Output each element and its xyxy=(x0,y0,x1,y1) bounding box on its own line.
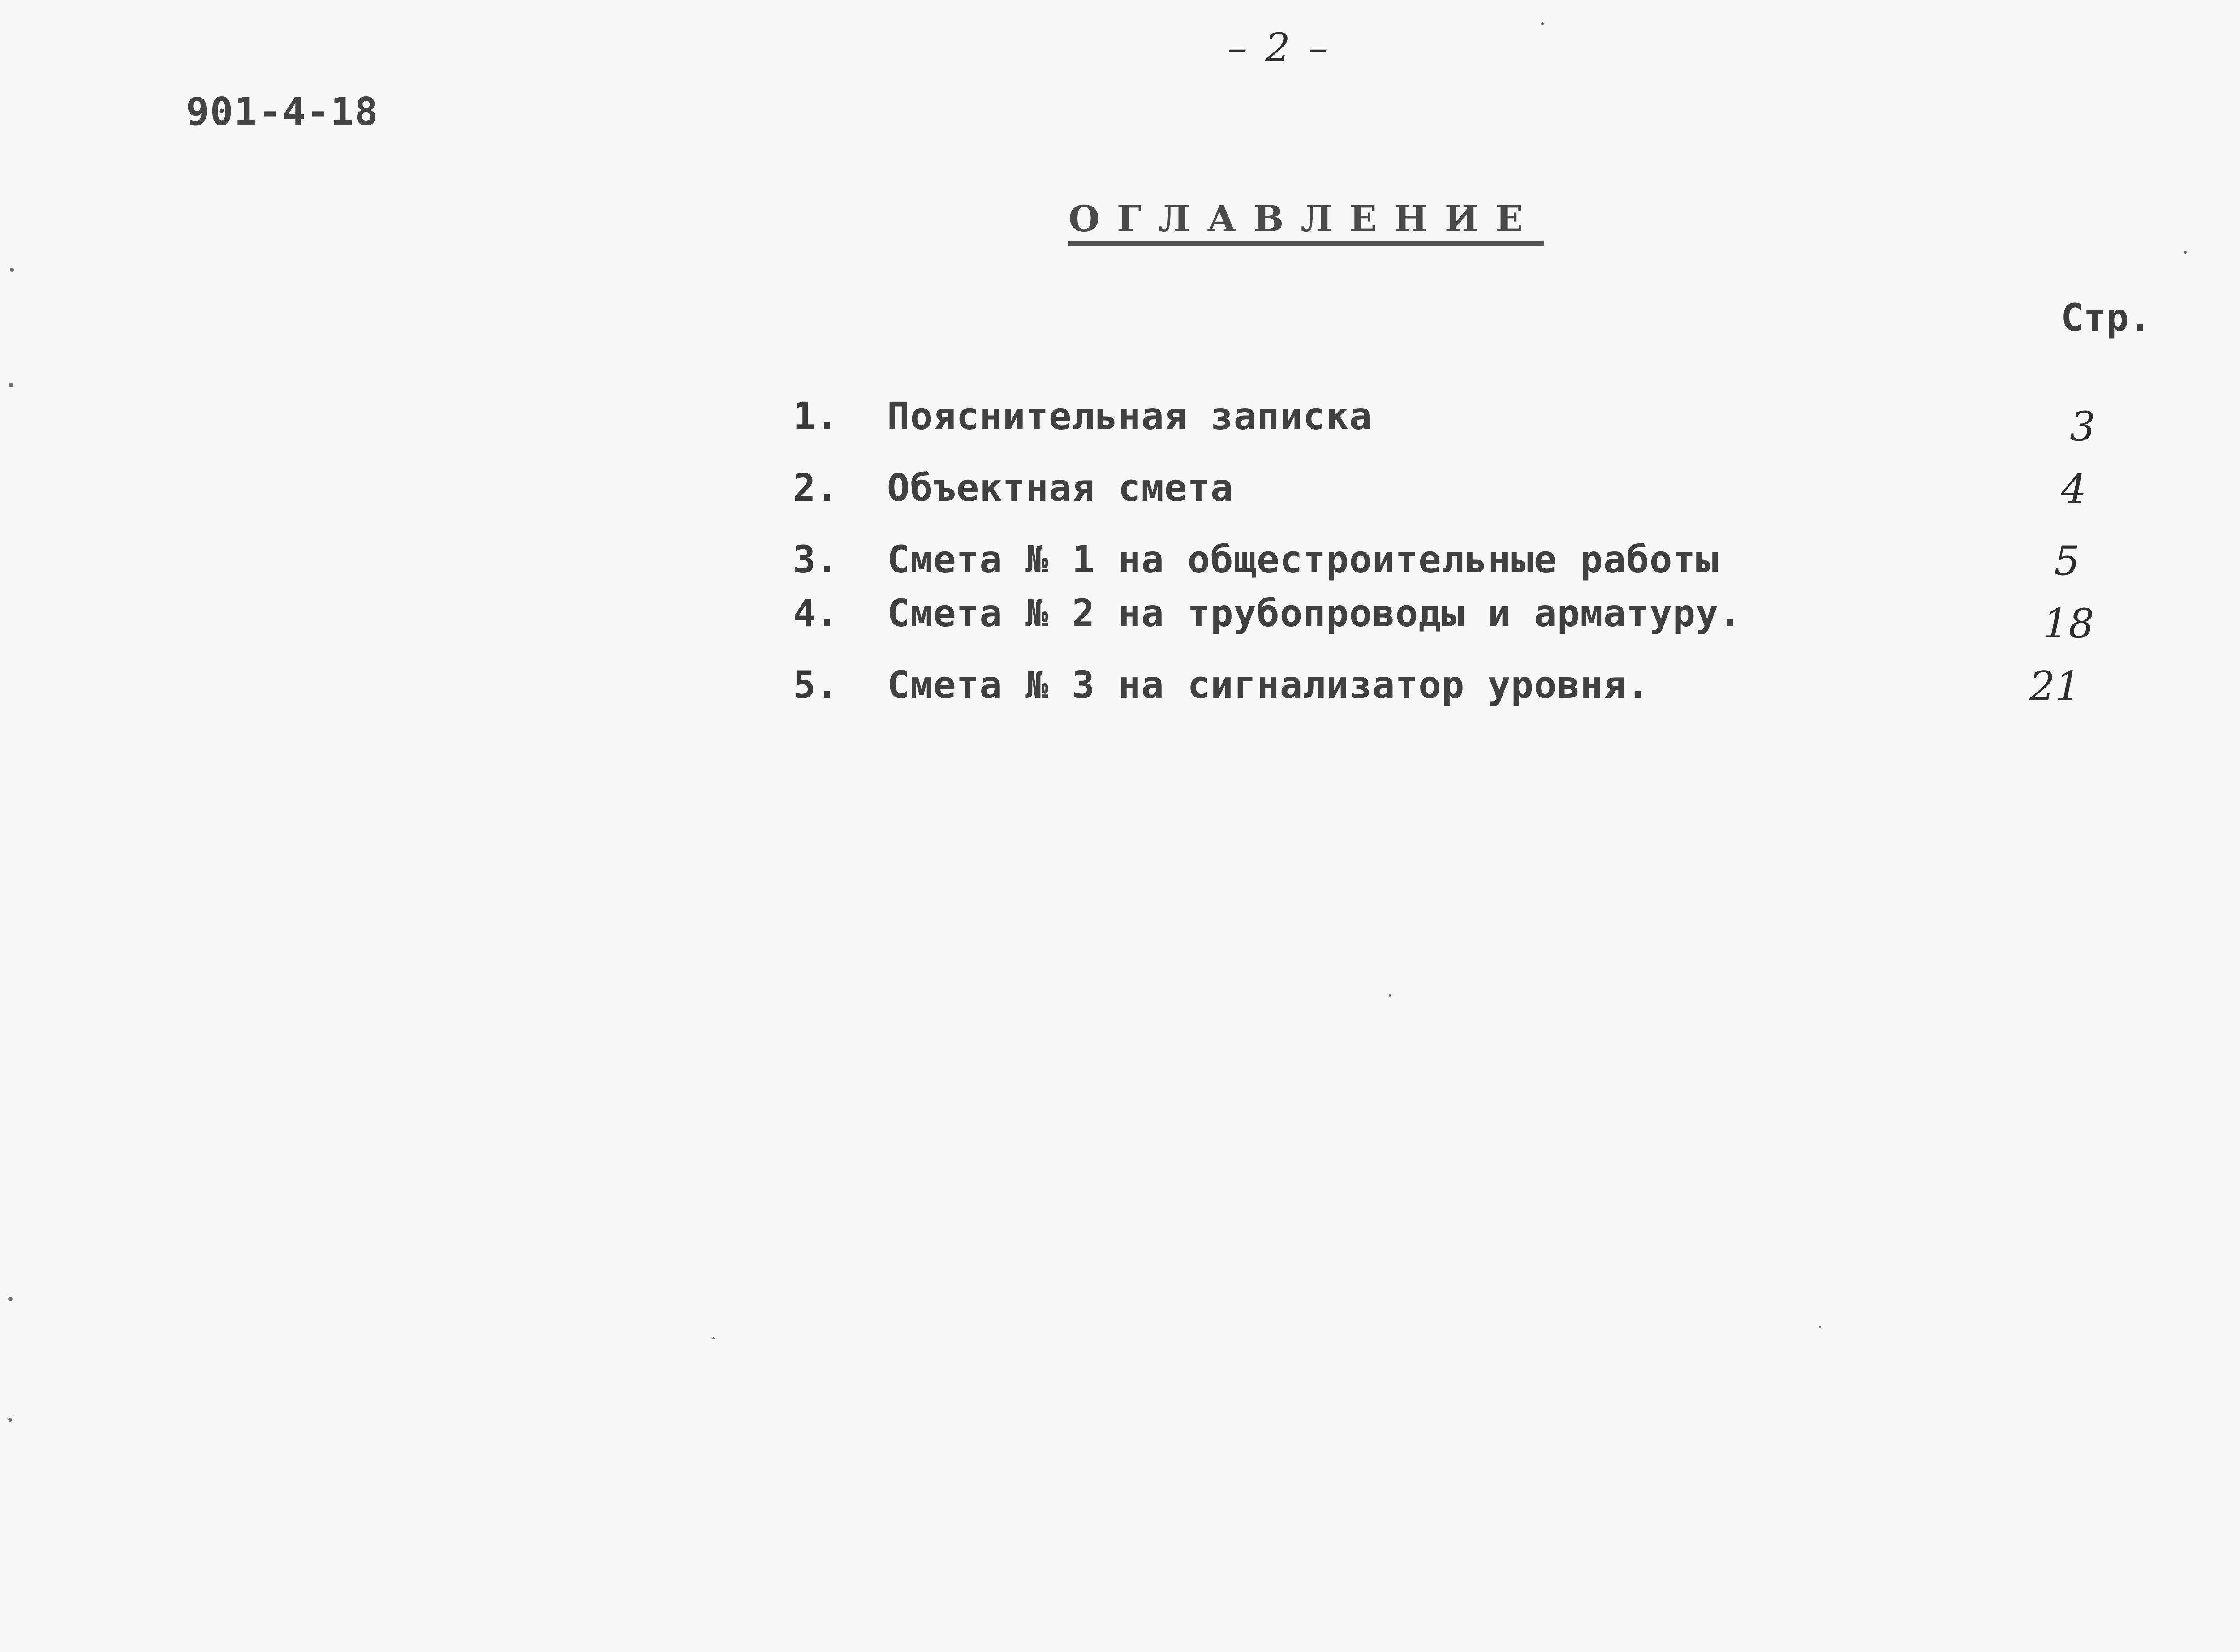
toc-item xyxy=(793,466,2092,515)
toc-item-number: 1. xyxy=(793,394,839,438)
page-column-label: Стр. xyxy=(2061,296,2152,340)
scan-speck xyxy=(2184,251,2187,254)
scan-speck xyxy=(1541,22,1544,25)
toc-item-page: 4 xyxy=(2061,466,2087,513)
toc-item-number: 5. xyxy=(793,663,839,707)
toc-item-page: 18 xyxy=(2043,600,2094,647)
toc-item xyxy=(793,394,2096,450)
document-code: 901-4-18 xyxy=(186,90,379,134)
toc-item-title: Объектная смета xyxy=(887,466,1234,510)
page-number: – 2 – xyxy=(1228,25,1331,71)
toc-item xyxy=(793,591,2094,647)
scan-speck xyxy=(712,1337,715,1339)
toc-item-number: 2. xyxy=(793,466,839,510)
scan-speck xyxy=(10,268,14,272)
toc-item-title: Смета № 3 на сигнализатор уровня. xyxy=(887,663,1650,707)
toc-item xyxy=(793,538,2092,587)
toc-item-title: Смета № 1 на общестроительные работы xyxy=(887,538,1719,581)
scan-speck xyxy=(1819,1326,1821,1328)
toc-title: ОГЛАВЛЕНИЕ xyxy=(1068,201,1544,246)
scan-speck xyxy=(8,1418,12,1422)
toc-item-page: 3 xyxy=(2070,403,2096,450)
toc-item-title: Смета № 2 на трубопроводы и арматуру. xyxy=(887,591,1742,635)
toc-item-number: 3. xyxy=(793,538,839,581)
scan-speck xyxy=(9,383,13,387)
toc-item xyxy=(793,663,2092,712)
toc-item-page: 21 xyxy=(2029,663,2081,710)
scan-speck xyxy=(8,1297,13,1301)
scan-speck xyxy=(1389,994,1391,997)
toc-item-number: 4. xyxy=(793,591,839,635)
toc-item-page: 5 xyxy=(2054,538,2080,585)
toc-item-title: Пояснительная записка xyxy=(887,394,1373,438)
